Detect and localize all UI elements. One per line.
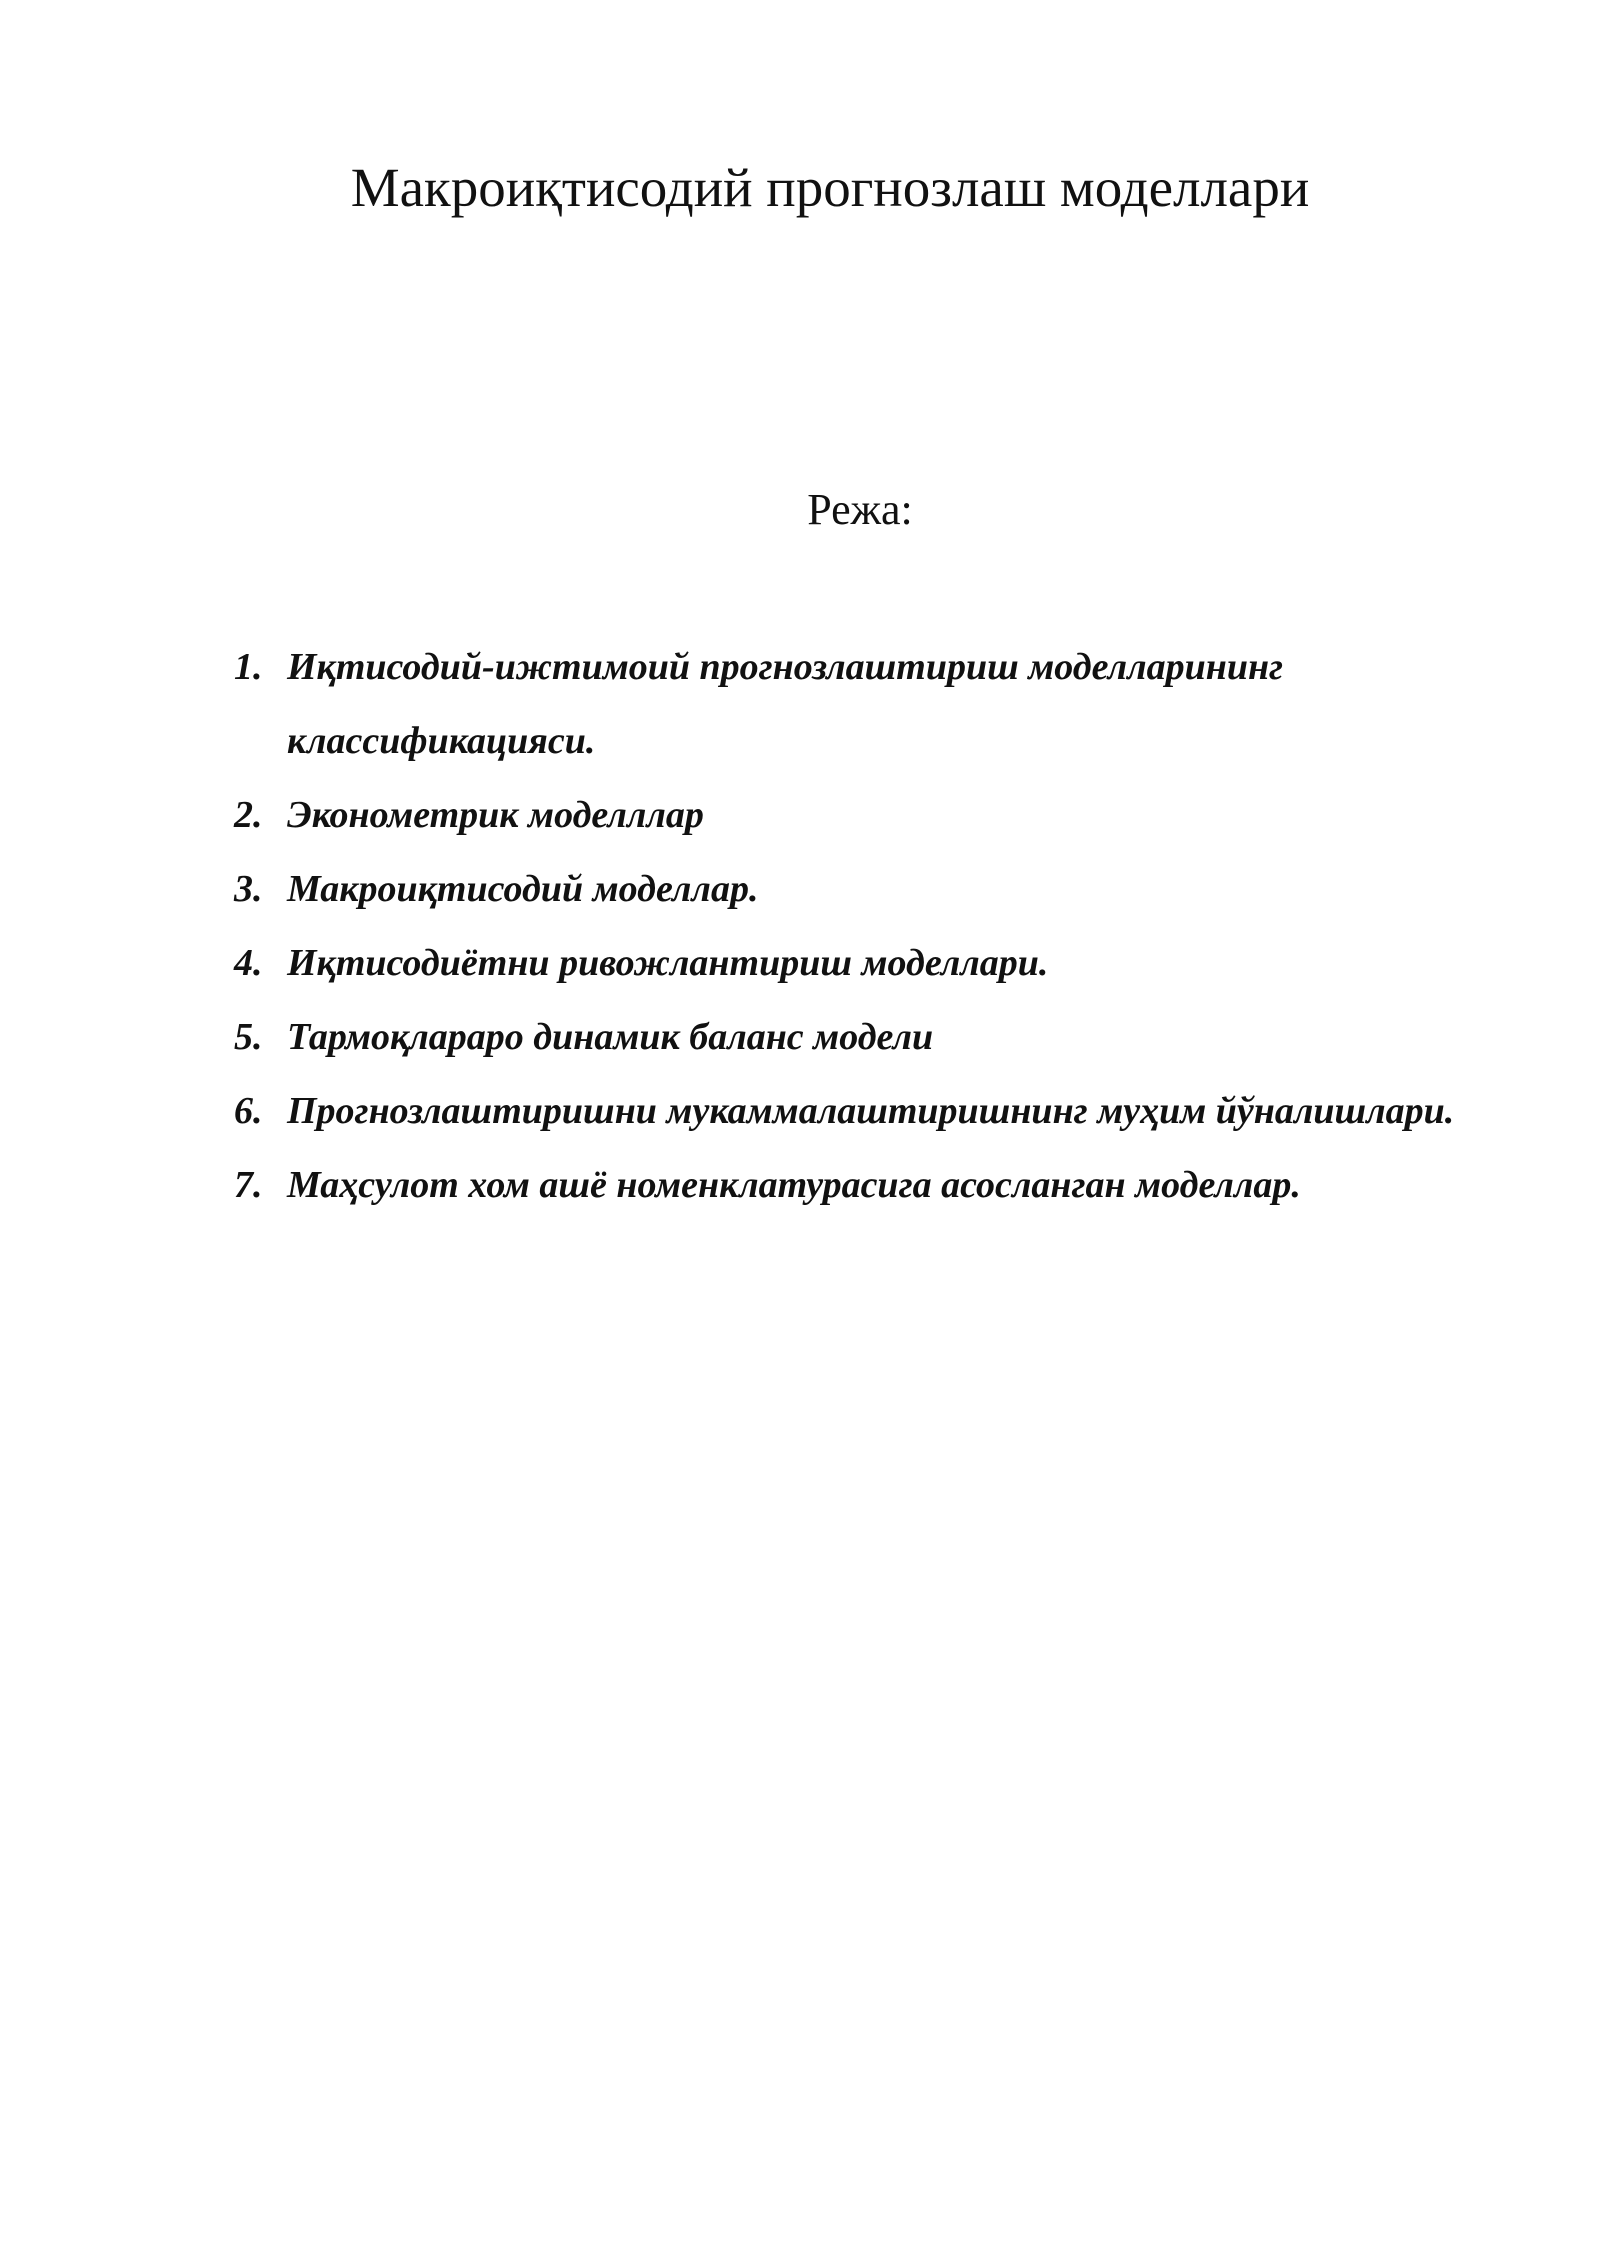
plan-item-text: Эконометрик моделллар <box>287 794 704 836</box>
plan-item-text: Тармоқлараро динамик баланс модели <box>287 1016 934 1058</box>
plan-item-text: Маҳсулот хом ашё номенклатурасига асосланган моделлар. <box>287 1164 1301 1206</box>
plan-heading: Режа: <box>807 485 913 534</box>
plan-item-number: 3. <box>234 868 263 910</box>
plan-item-3 <box>234 852 1494 926</box>
plan-item-4 <box>234 926 1494 1000</box>
plan-item-number: 6. <box>234 1090 263 1132</box>
plan-item-number: 4. <box>234 942 263 984</box>
plan-item-6 <box>234 1074 1494 1148</box>
plan-item-5 <box>234 1000 1494 1074</box>
plan-item-text: Макроиқтисодий моделлар. <box>287 868 759 910</box>
plan-list <box>234 630 1494 1222</box>
document-title: Макроиқтисодий прогнозлаш моделлари <box>350 157 1310 218</box>
plan-item-2 <box>234 778 1494 852</box>
plan-item-number: 5. <box>234 1016 263 1058</box>
plan-item-7 <box>234 1148 1494 1222</box>
plan-item-number: 7. <box>234 1164 263 1206</box>
plan-item-1 <box>234 630 1494 778</box>
plan-item-text: Прогнозлаштиришни мукаммалаштиришнинг муҳим йўналишлари. <box>287 1090 1455 1132</box>
plan-item-text: Иқтисодий-ижтимоий прогнозлаштириш моделларининг классификацияси. <box>287 646 1284 762</box>
plan-item-number: 1. <box>234 646 263 688</box>
plan-item-text: Иқтисодиётни ривожлантириш моделлари. <box>287 942 1049 984</box>
plan-item-number: 2. <box>234 794 263 836</box>
